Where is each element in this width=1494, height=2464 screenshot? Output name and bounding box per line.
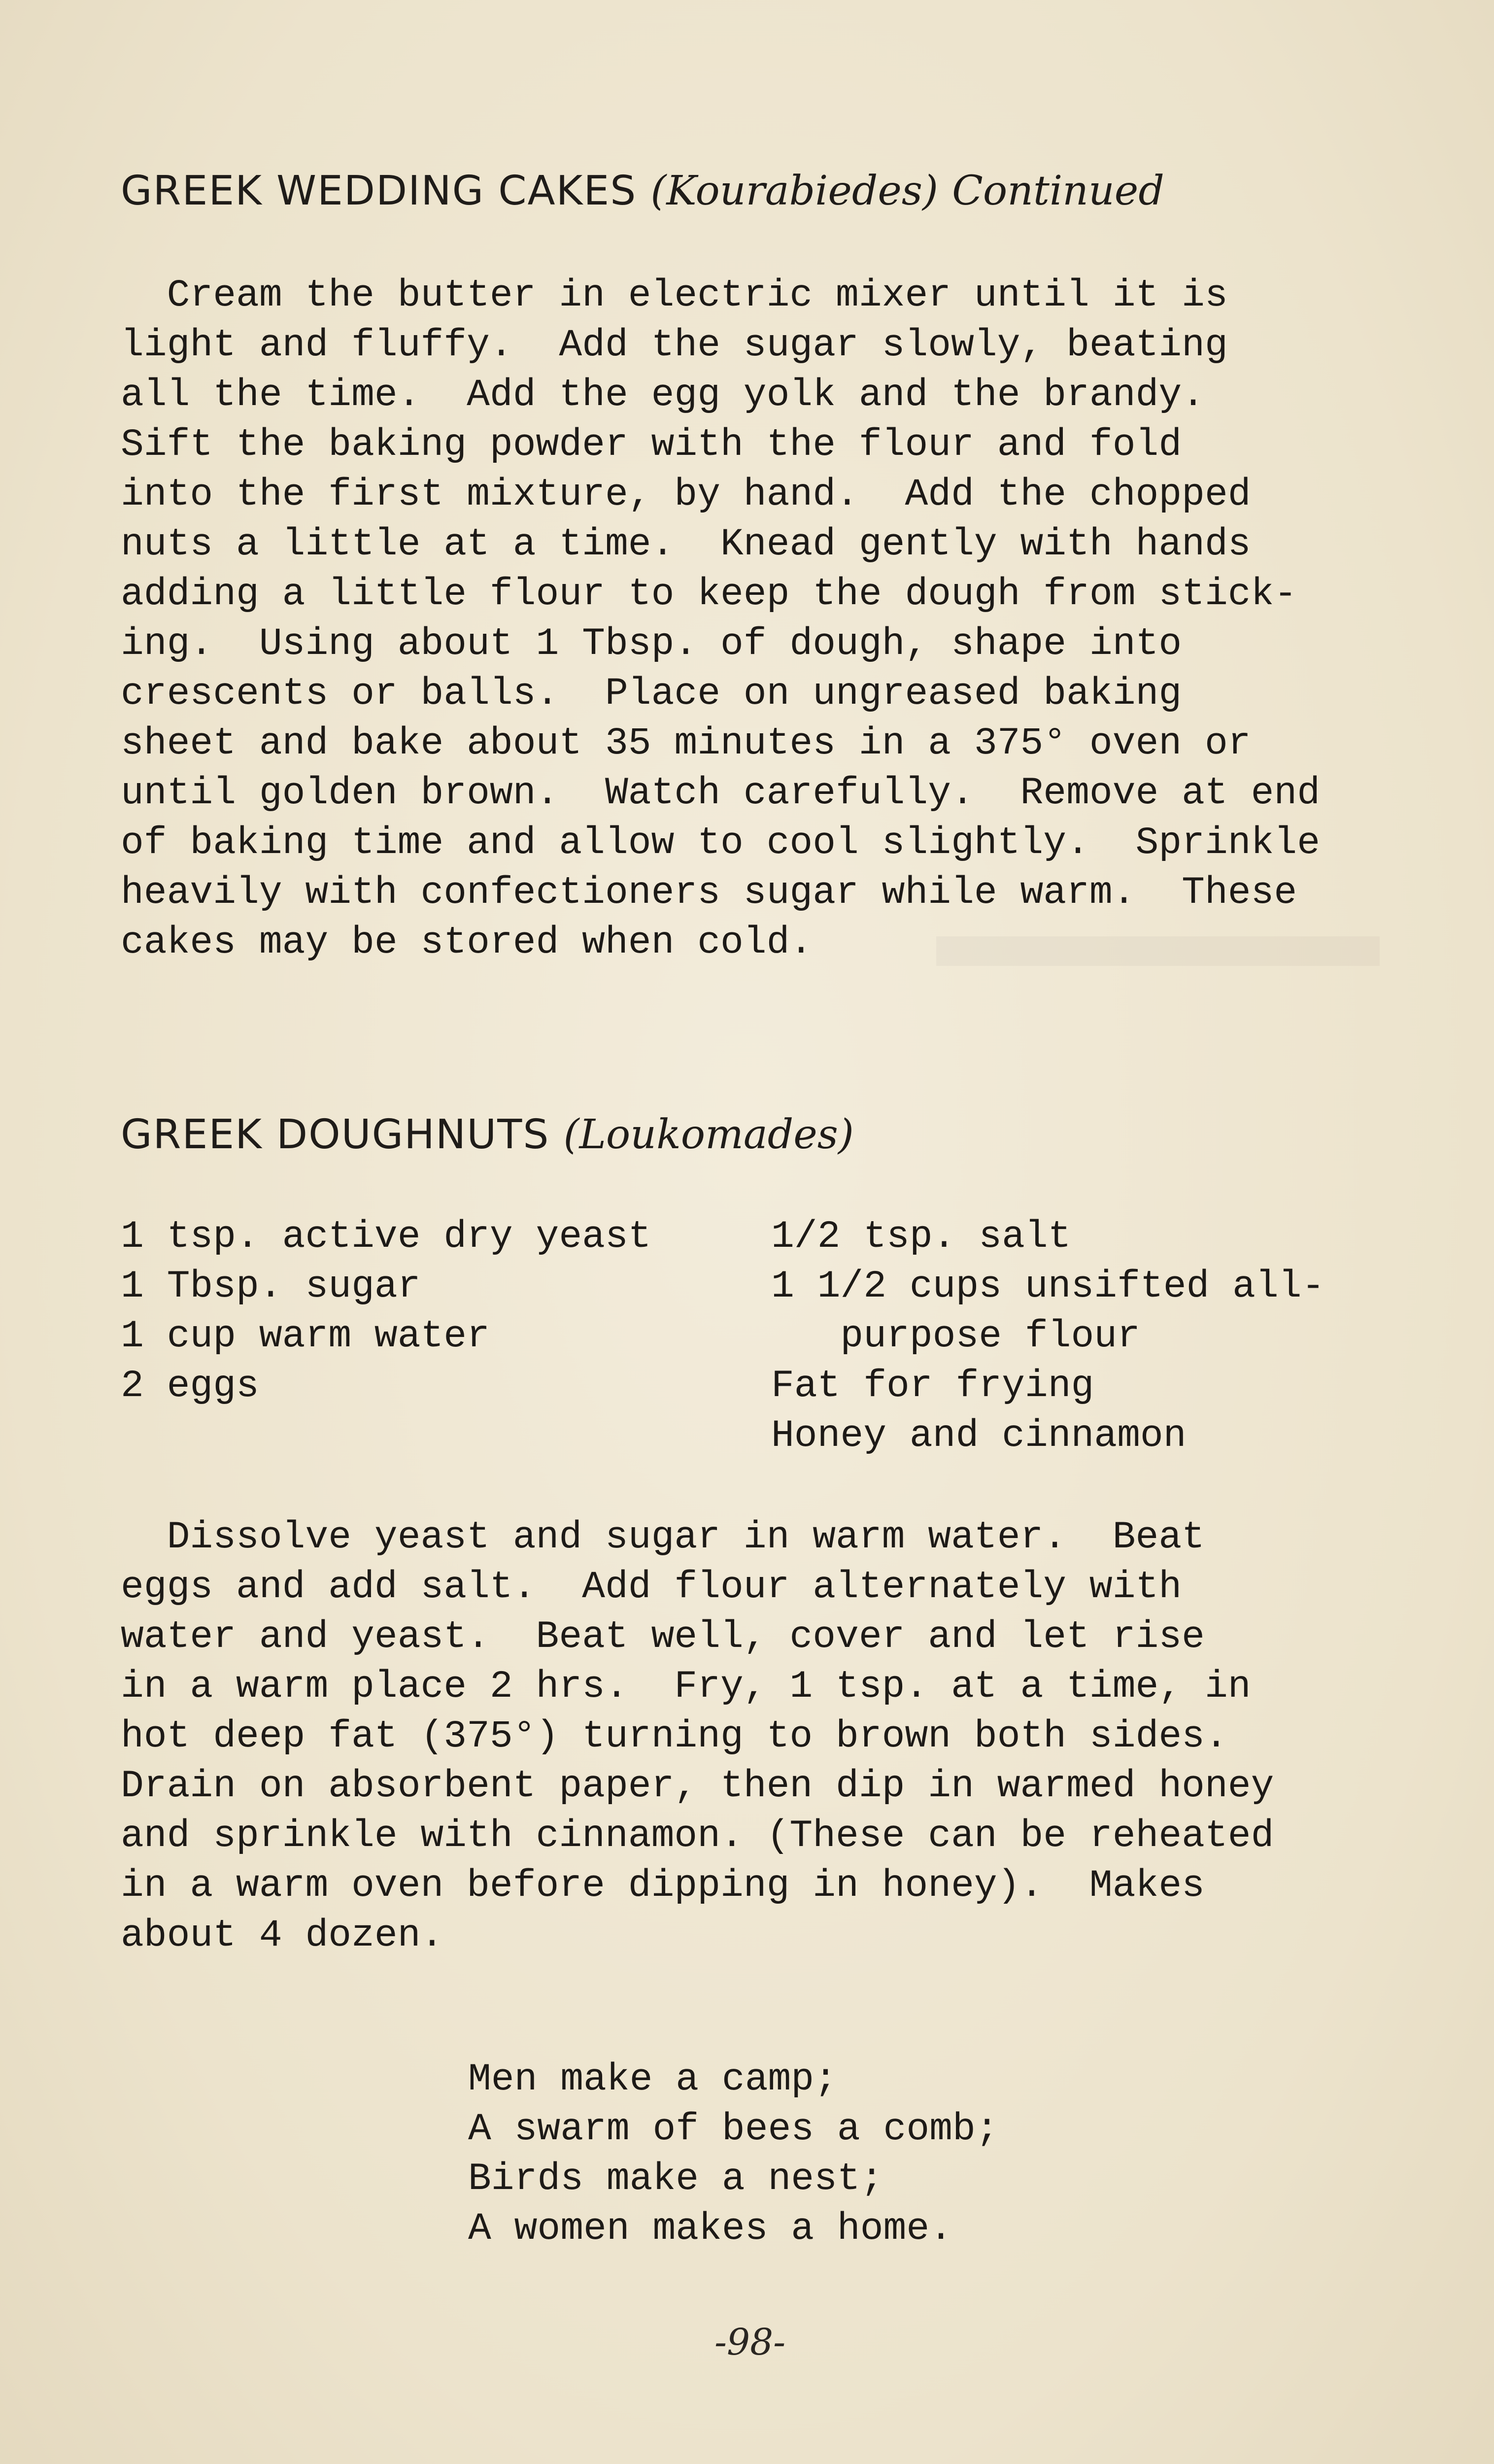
instruction-line: cakes may be stored when cold.: [121, 921, 813, 964]
instruction-line: crescents or balls. Place on ungreased baking: [121, 672, 1182, 716]
instruction-line: Cream the butter in electric mixer until it is: [121, 274, 1228, 317]
heading-subtitle: (Loukomades): [563, 1111, 854, 1158]
instruction-line: in a warm place 2 hrs. Fry, 1 tsp. at a time, in: [121, 1665, 1251, 1709]
ingredient-item: 1 tsp. active dry yeast: [121, 1215, 651, 1259]
ingredient-item: 1/2 tsp. salt: [771, 1215, 1071, 1259]
instruction-line: heavily with confectioners sugar while warm. These: [121, 871, 1297, 915]
instruction-line: until golden brown. Watch carefully. Remove at end: [121, 772, 1320, 815]
heading-continued: Continued: [952, 168, 1164, 214]
page-number: -98-: [714, 2321, 786, 2363]
doughnuts-instructions: [121, 1513, 1431, 1961]
closing-poem: [468, 2055, 999, 2254]
instruction-line: Sift the baking powder with the flour and fold: [121, 423, 1182, 467]
ingredient-item: purpose flour: [771, 1315, 1140, 1358]
instruction-line: hot deep fat (375°) turning to brown both sides.: [121, 1715, 1228, 1758]
ingredient-item: 2 eggs: [121, 1365, 259, 1408]
ingredient-item: Fat for frying: [771, 1365, 1094, 1408]
section-heading-doughnuts: [121, 1111, 854, 1158]
instruction-line: sheet and bake about 35 minutes in a 375° oven or: [121, 722, 1251, 765]
ingredients-right-column: [771, 1212, 1324, 1461]
instruction-line: eggs and add salt. Add flour alternately with: [121, 1566, 1182, 1609]
instruction-line: nuts a little at a time. Knead gently with hands: [121, 523, 1251, 566]
heading-title: GREEK DOUGHNUTS: [121, 1111, 550, 1158]
ingredients-left-column: [121, 1212, 651, 1411]
poem-line: A swarm of bees a comb;: [468, 2108, 999, 2151]
instruction-line: ing. Using about 1 Tbsp. of dough, shape into: [121, 622, 1182, 666]
poem-line: Birds make a nest;: [468, 2157, 883, 2201]
heading-subtitle: (Kourabiedes): [650, 168, 938, 214]
wedding-cakes-instructions: [121, 271, 1431, 968]
instruction-line: in a warm oven before dipping in honey). Makes: [121, 1864, 1205, 1908]
ingredient-item: 1 Tbsp. sugar: [121, 1265, 421, 1308]
instruction-line: water and yeast. Beat well, cover and let rise: [121, 1615, 1205, 1659]
poem-line: A women makes a home.: [468, 2207, 952, 2251]
ingredient-item: 1 cup warm water: [121, 1315, 490, 1358]
instruction-line: light and fluffy. Add the sugar slowly, beating: [121, 324, 1228, 367]
instruction-line: Dissolve yeast and sugar in warm water. Beat: [121, 1516, 1205, 1559]
instruction-line: into the first mixture, by hand. Add the chopped: [121, 473, 1251, 516]
instruction-line: all the time. Add the egg yolk and the brandy.: [121, 374, 1205, 417]
ingredient-item: Honey and cinnamon: [771, 1414, 1187, 1458]
instruction-line: of baking time and allow to cool slightly. Sprinkle: [121, 821, 1320, 865]
heading-title: GREEK WEDDING CAKES: [121, 168, 637, 214]
instruction-line: and sprinkle with cinnamon. (These can be reheated: [121, 1814, 1274, 1858]
poem-line: Men make a camp;: [468, 2058, 837, 2101]
instruction-line: Drain on absorbent paper, then dip in warmed honey: [121, 1765, 1274, 1808]
ingredient-item: 1 1/2 cups unsifted all-: [771, 1265, 1325, 1308]
section-heading-wedding-cakes: [121, 168, 1164, 214]
instruction-line: adding a little flour to keep the dough from stick-: [121, 573, 1297, 616]
instruction-line: about 4 dozen.: [121, 1914, 444, 1957]
